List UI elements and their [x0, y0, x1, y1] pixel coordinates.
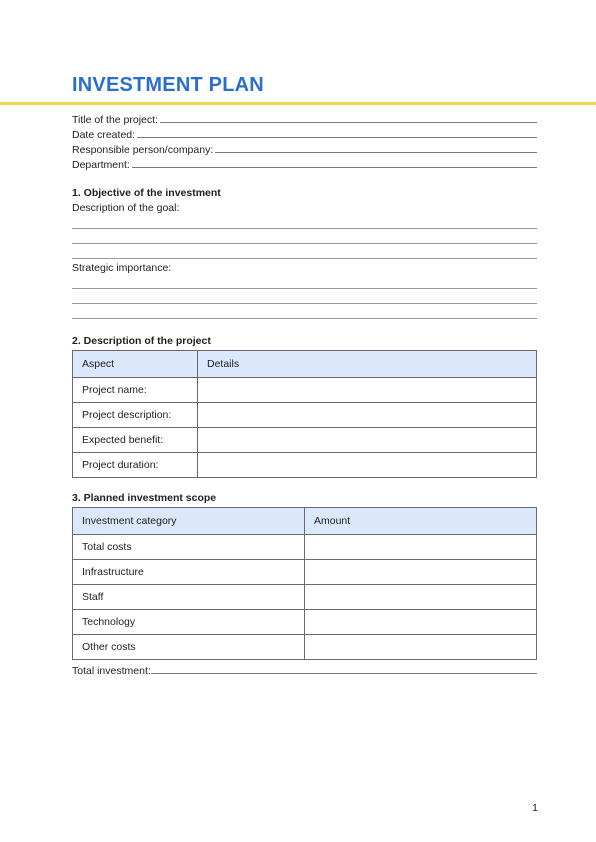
strategic-line-3[interactable]	[72, 318, 537, 319]
fill-line[interactable]	[137, 137, 537, 138]
page-title: INVESTMENT PLAN	[72, 74, 264, 96]
goal-label: Description of the goal:	[72, 202, 180, 214]
accent-divider	[0, 102, 596, 105]
field-project-title[interactable]	[72, 111, 537, 126]
strategic-line-1[interactable]	[72, 288, 537, 289]
row-label: Infrastructure	[73, 560, 305, 585]
section2-heading: 2. Description of the project	[72, 335, 211, 347]
column-header-aspect: Aspect	[73, 351, 198, 378]
column-header-amount: Amount	[305, 508, 537, 535]
amount-cell[interactable]	[305, 535, 537, 560]
amount-cell[interactable]	[305, 610, 537, 635]
fill-line[interactable]	[215, 152, 537, 153]
details-cell[interactable]	[198, 378, 537, 403]
table-row	[73, 403, 537, 428]
strategic-line-2[interactable]	[72, 303, 537, 304]
section1-heading: 1. Objective of the investment	[72, 187, 221, 199]
field-label: Title of the project:	[72, 114, 158, 126]
table-row	[73, 453, 537, 478]
page-number: 1	[532, 802, 538, 814]
table-row	[73, 585, 537, 610]
table-header-row	[73, 351, 537, 378]
goal-line-1[interactable]	[72, 228, 537, 229]
row-label: Other costs	[73, 635, 305, 660]
column-header-category: Investment category	[73, 508, 305, 535]
details-cell[interactable]	[198, 428, 537, 453]
row-label: Project duration:	[73, 453, 198, 478]
row-label: Technology	[73, 610, 305, 635]
investment-scope-table	[72, 507, 537, 660]
field-date-created[interactable]	[72, 126, 537, 141]
total-investment-field[interactable]	[72, 662, 537, 677]
field-label: Responsible person/company:	[72, 144, 214, 156]
field-label: Date created:	[72, 129, 136, 141]
amount-cell[interactable]	[305, 585, 537, 610]
section3-heading: 3. Planned investment scope	[72, 492, 217, 504]
table-row	[73, 535, 537, 560]
total-investment-label: Total investment:	[72, 665, 151, 677]
table-row	[73, 560, 537, 585]
row-label: Total costs	[73, 535, 305, 560]
details-cell[interactable]	[198, 403, 537, 428]
row-label: Project description:	[73, 403, 198, 428]
table-row	[73, 428, 537, 453]
project-description-table	[72, 350, 537, 478]
table-header-row	[73, 508, 537, 535]
strategic-label: Strategic importance:	[72, 262, 172, 274]
fill-line[interactable]	[132, 167, 537, 168]
column-header-details: Details	[198, 351, 537, 378]
field-label: Department:	[72, 159, 130, 171]
row-label: Project name:	[73, 378, 198, 403]
goal-line-2[interactable]	[72, 243, 537, 244]
details-cell[interactable]	[198, 453, 537, 478]
amount-cell[interactable]	[305, 635, 537, 660]
table-row	[73, 635, 537, 660]
fill-line[interactable]	[160, 122, 537, 123]
row-label: Expected benefit:	[73, 428, 198, 453]
table-row	[73, 378, 537, 403]
field-responsible-person[interactable]	[72, 141, 537, 156]
field-department[interactable]	[72, 156, 537, 171]
fill-line[interactable]	[151, 673, 537, 674]
goal-line-3[interactable]	[72, 258, 537, 259]
row-label: Staff	[73, 585, 305, 610]
amount-cell[interactable]	[305, 560, 537, 585]
table-row	[73, 610, 537, 635]
